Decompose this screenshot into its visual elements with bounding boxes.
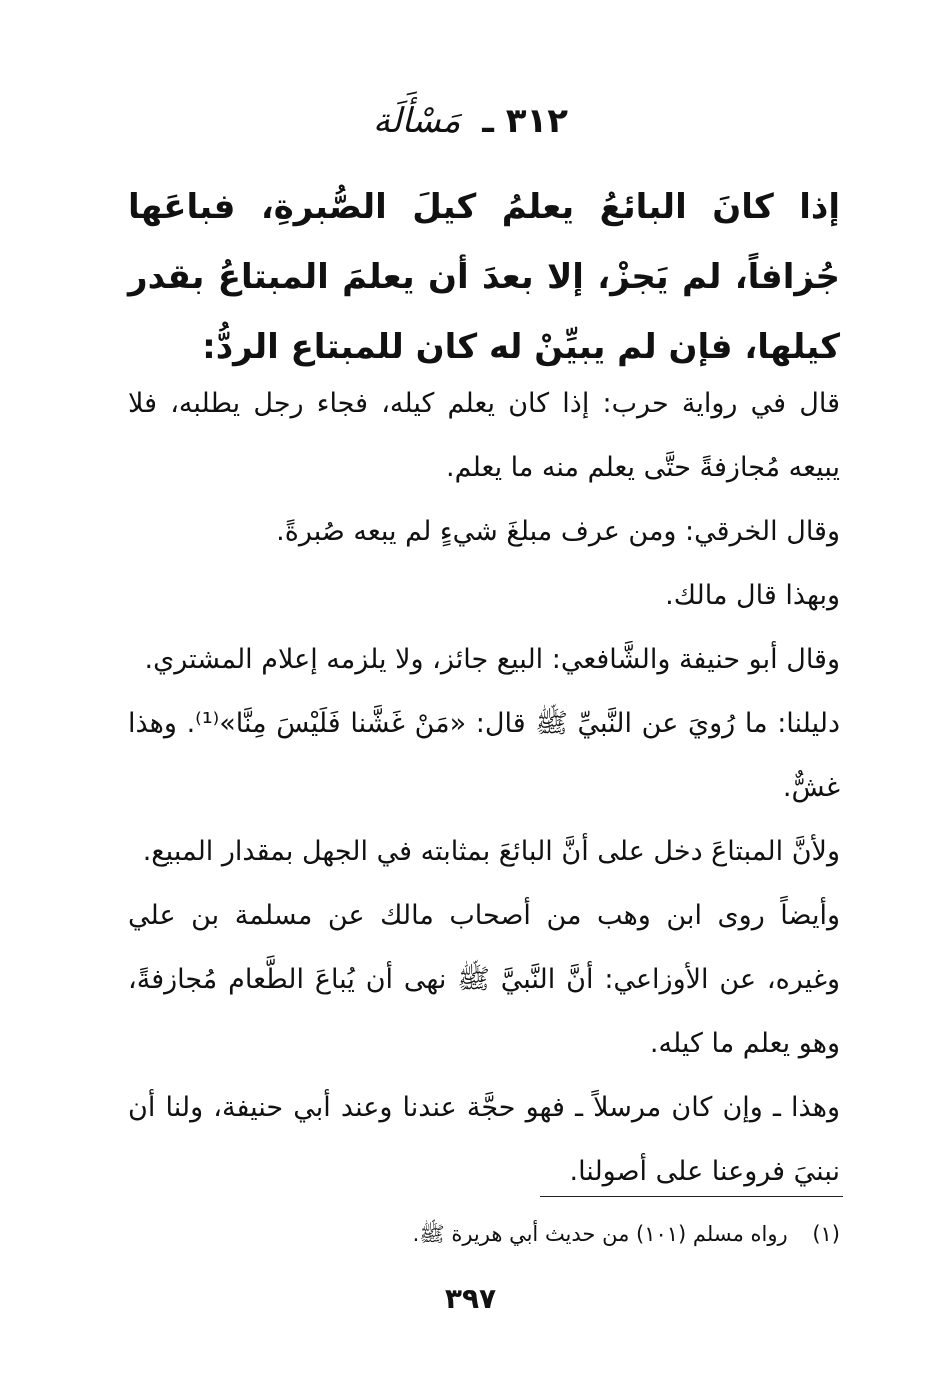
paragraph: وأيضاً روى ابن وهب من أصحاب مالك عن مسلمة بن علي وغيره، عن الأوزاعي: أنَّ النَّبيَّ ﷺ نهى أن يُباعَ الطَّعام مُجازفةً، وهو يعلم ما كيله. — [128, 900, 840, 1059]
paragraph: وبهذا قال مالك. — [665, 580, 840, 611]
paragraph: قال في رواية حرب: إذا كان يعلم كيله، فجاء رجل يطلبه، فلا يبيعه مُجازفةً حتَّى يعلم منه ما يعلم. — [128, 388, 840, 483]
paragraph: وقال الخرقي: ومن عرف مبلغَ شيءٍ لم يبعه صُبرةً. — [276, 516, 840, 547]
paragraph: وهذا ـ وإن كان مرسلاً ـ فهو حجَّة عندنا وعند أبي حنيفة، ولنا أن نبنيَ فروعنا على أصولنا. — [128, 1092, 840, 1187]
body-text — [128, 372, 840, 1204]
paragraph: ولأنَّ المبتاعَ دخل على أنَّ البائعَ بمثابته في الجهل بمقدار المبيع. — [142, 836, 840, 867]
issue-question: إذا كانَ البائعُ يعلمُ كيلَ الصُّبرةِ، فباعَها جُزافاً، لم يَجزْ، إلا بعدَ أن يعلمَ المبتاعُ بقدر كيلها، فإن لم يبيِّنْ له كان للمبتاع الردُّ: — [128, 187, 840, 367]
issue-heading — [0, 96, 941, 146]
issue-number: ٣١٢ ـ — [482, 101, 569, 141]
footnote — [128, 1216, 840, 1252]
paragraph: وقال أبو حنيفة والشَّافعي: البيع جائز، ولا يلزمه إعلام المشتري. — [144, 644, 840, 675]
issue-heading-word: مَسْأَلَة — [372, 101, 461, 141]
page-number: ٣٩٧ — [444, 1282, 497, 1315]
footnote-text: رواه مسلم (١٠١) من حديث أبي هريرة ﷺ. — [412, 1222, 788, 1246]
footnote-divider — [540, 1196, 843, 1197]
footnote-number: (١) — [812, 1222, 840, 1246]
paragraph: دليلنا: ما رُويَ عن النَّبيِّ ﷺ قال: «مَنْ غَشَّنا فَلَيْسَ مِنَّا»⁽¹⁾. وهذا غشٌّ. — [128, 708, 840, 803]
